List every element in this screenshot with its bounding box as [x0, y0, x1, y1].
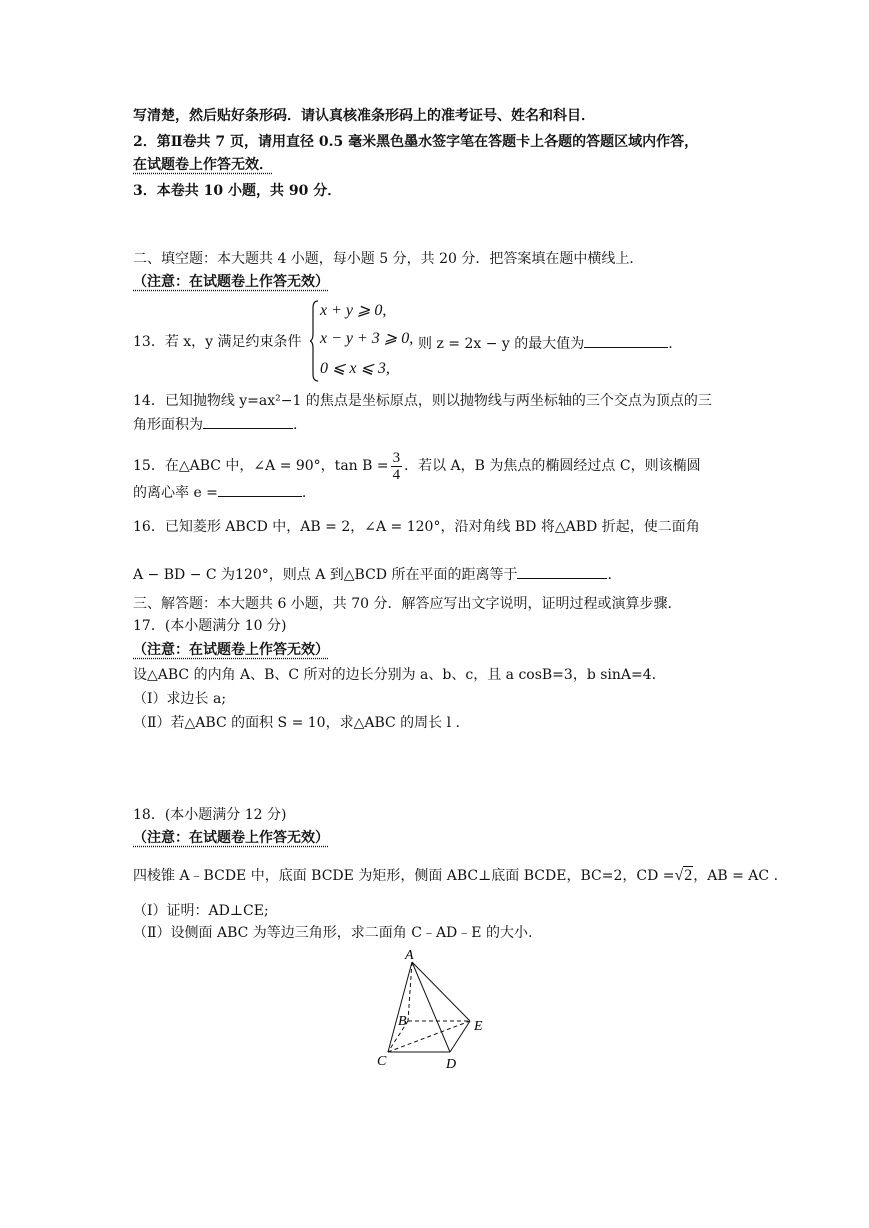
edge-ae — [412, 962, 470, 1021]
q16-line-1: 16．已知菱形 ABCD 中，AB = 2，∠A = 120°，沿对角线 BD 将△ABD 折起，使二面角 — [133, 519, 700, 535]
q13-constraint-3: 0 ⩽ x ⩽ 3, — [320, 360, 390, 377]
q13-prefix: 13．若 x，y 满足约束条件 — [133, 334, 302, 350]
q15-line-1 — [133, 449, 701, 483]
q14-end: . — [293, 417, 298, 433]
q14-line-2-text: 角形面积为 — [133, 417, 203, 433]
q13-end: . — [668, 336, 673, 352]
note-line-3 — [133, 156, 273, 174]
q18-stem-a: 四棱锥 A﹣BCDE 中，底面 BCDE 为矩形，侧面 ABC⊥底面 BCDE，BC=2，CD = — [133, 868, 675, 884]
q13-suffix-text: 则 z = 2x − y 的最大值为 — [418, 336, 585, 352]
note-line-4: 3．本卷共 10 小题，共 90 分． — [133, 183, 342, 199]
q15-fraction-numerator: 3 — [392, 449, 401, 466]
fill-section-note — [133, 273, 329, 291]
edge-ac — [388, 962, 412, 1052]
q16-end: . — [607, 567, 612, 583]
q15-answer-blank — [218, 482, 302, 497]
q18-part-1: （Ⅰ）证明：AD⊥CE; — [133, 903, 269, 919]
q13-answer-blank — [584, 333, 668, 348]
q18-stem — [133, 867, 778, 885]
label-e: E — [474, 1019, 483, 1034]
q16-line-2 — [133, 564, 612, 584]
q15-fraction-denominator: 4 — [392, 466, 401, 483]
q13-constraint-1: x + y ⩾ 0, — [320, 302, 387, 319]
label-c: C — [377, 1054, 387, 1069]
q18-sqrt: √2 — [674, 867, 693, 884]
note-line-2: 2．第Ⅱ卷共 7 页，请用直径 0.5 毫米黑色墨水签字笔在答题卡上各题的答题区域内作答， — [133, 134, 699, 150]
q15-part-2: ．若以 A，B 为焦点的椭圆经过点 C，则该椭圆 — [404, 458, 701, 474]
q13-suffix — [418, 333, 673, 353]
note-line-3-text: 在试题卷上作答无效． — [133, 157, 273, 173]
edge-ad — [412, 962, 450, 1052]
edge-de — [450, 1021, 470, 1052]
q17-note-text: （注意：在试题卷上作答无效） — [133, 642, 329, 658]
q16-answer-blank — [517, 564, 607, 579]
q18-part-2: （Ⅱ）设侧面 ABC 为等边三角形，求二面角 C﹣AD﹣E 的大小. — [133, 925, 533, 941]
label-d: D — [446, 1057, 457, 1072]
q18-note-text: （注意：在试题卷上作答无效） — [133, 830, 329, 846]
q15-line-2 — [133, 482, 306, 502]
q13-constraint-system — [310, 300, 414, 382]
fill-section-heading: 二、填空题：本大题共 4 小题，每小题 5 分，共 20 分．把答案填在题中横线上． — [133, 251, 644, 267]
q15-line-2-text: 的离心率 e = — [133, 485, 218, 501]
q14-line-2 — [133, 414, 297, 434]
pyramid-figure — [370, 945, 500, 1075]
q13-constraint-2: x − y + 3 ⩾ 0, — [320, 330, 414, 347]
solve-section-heading: 三、解答题：本大题共 6 小题，共 70 分．解答应写出文字说明，证明过程或演算步骤． — [133, 596, 682, 612]
q15-end: . — [301, 485, 307, 501]
q18-note — [133, 829, 329, 847]
left-brace-icon — [310, 300, 320, 382]
label-a: A — [405, 948, 414, 963]
q15-part-1: 15．在△ABC 中，∠A = 90°，tan B = — [133, 458, 389, 474]
q17-part-1: （Ⅰ）求边长 a; — [133, 691, 227, 707]
note-line-1: 写清楚，然后贴好条形码．请认真核准条形码上的准考证号、姓名和科目． — [133, 108, 595, 124]
q17-part-2: （Ⅱ）若△ABC 的面积 S = 10，求△ABC 的周长 l . — [133, 715, 461, 731]
q17-stem: 设△ABC 的内角 A、B、C 所对的边长分别为 a、b、c，且 a cosB=3，b sinA=4. — [133, 667, 657, 683]
q17-title: 17．(本小题满分 10 分) — [133, 618, 287, 634]
q15-fraction — [391, 450, 403, 483]
q18-stem-b: ，AB = AC . — [693, 868, 779, 884]
q18-title: 18．(本小题满分 12 分) — [133, 807, 287, 823]
q18-sqrt-radicand: 2 — [684, 867, 693, 884]
q16-line-2-text: A − BD − C 为120°，则点 A 到△BCD 所在平面的距离等于 — [133, 567, 518, 583]
q17-note — [133, 641, 329, 659]
q14-answer-blank — [203, 414, 293, 429]
fill-section-note-text: （注意：在试题卷上作答无效） — [133, 274, 329, 290]
label-b: B — [398, 1014, 407, 1029]
q14-line-1: 14．已知抛物线 y=ax²−1 的焦点是坐标原点，则以抛物线与两坐标轴的三个交点为顶点的三 — [133, 393, 712, 409]
